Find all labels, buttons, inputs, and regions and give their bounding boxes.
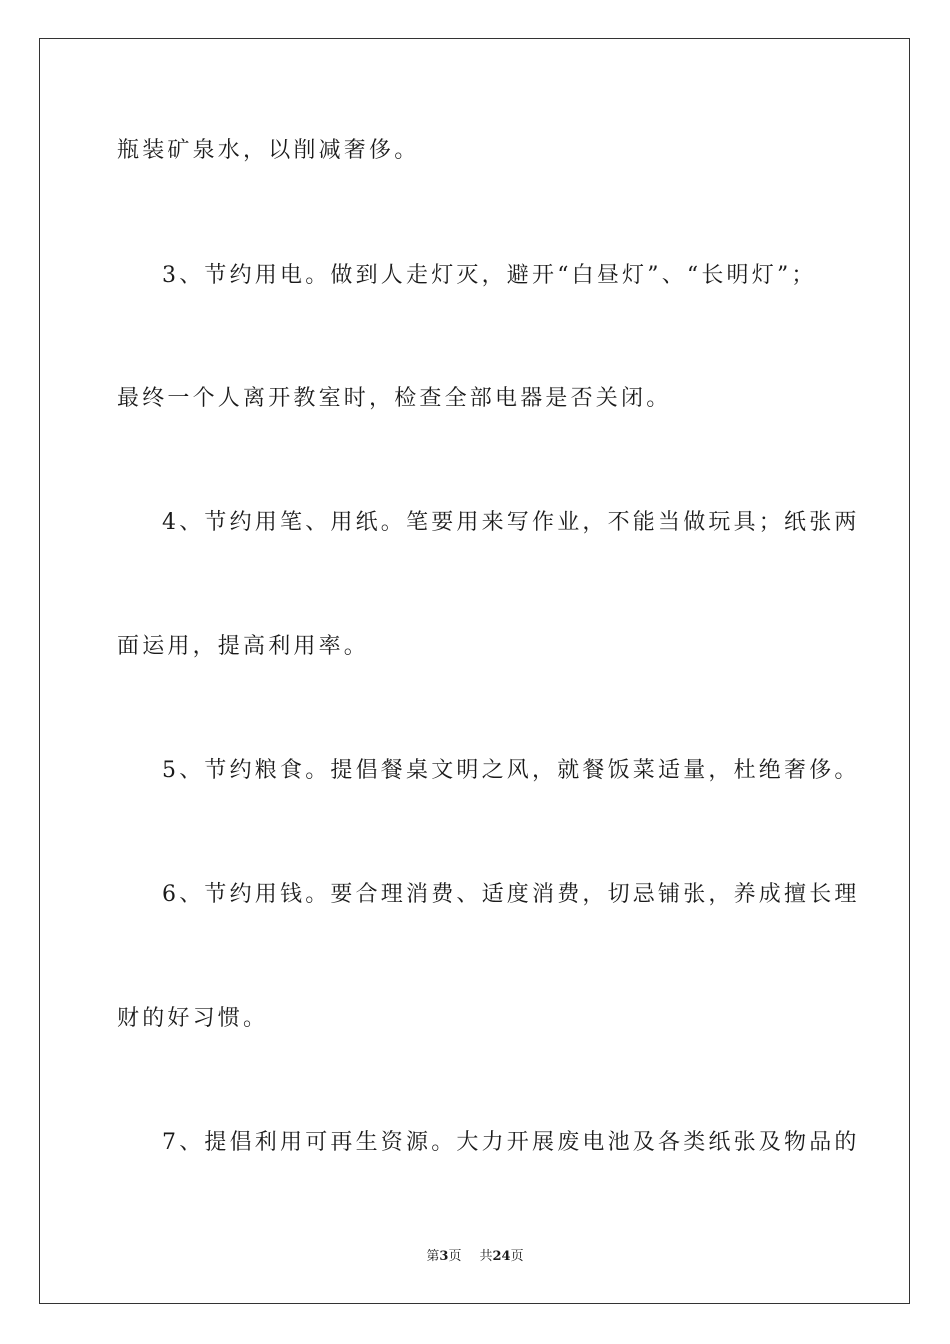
paragraph-line: 面运用，提高利用率。 [117,634,370,659]
page-border [39,38,910,1304]
page-suffix: 页 [448,1249,462,1264]
paragraph-line: 5、节约粮食。提倡餐桌文明之风，就餐饭菜适量，杜绝奢侈。 [162,758,860,783]
total-pages: 24 [492,1249,511,1264]
paragraph-line: 7、提倡利用可再生资源。大力开展废电池及各类纸张及物品的 [162,1130,860,1155]
page-prefix: 第 [426,1249,440,1264]
paragraph-line: 4、节约用笔、用纸。笔要用来写作业，不能当做玩具；纸张两 [162,510,860,535]
paragraph-line: 瓶装矿泉水，以削减奢侈。 [117,138,420,163]
paragraph-line: 3、节约用电。做到人走灯灭，避开“白昼灯”、“长明灯”； [162,263,817,288]
paragraph-line: 6、节约用钱。要合理消费、适度消费，切忌铺张，养成擅长理 [162,882,860,907]
total-suffix: 页 [510,1249,524,1264]
page-footer [0,1248,950,1266]
page-number: 3 [439,1249,449,1264]
paragraph-line: 最终一个人离开教室时，检查全部电器是否关闭。 [117,386,672,411]
total-prefix: 共 [479,1249,493,1264]
paragraph-line: 财的好习惯。 [117,1006,269,1031]
